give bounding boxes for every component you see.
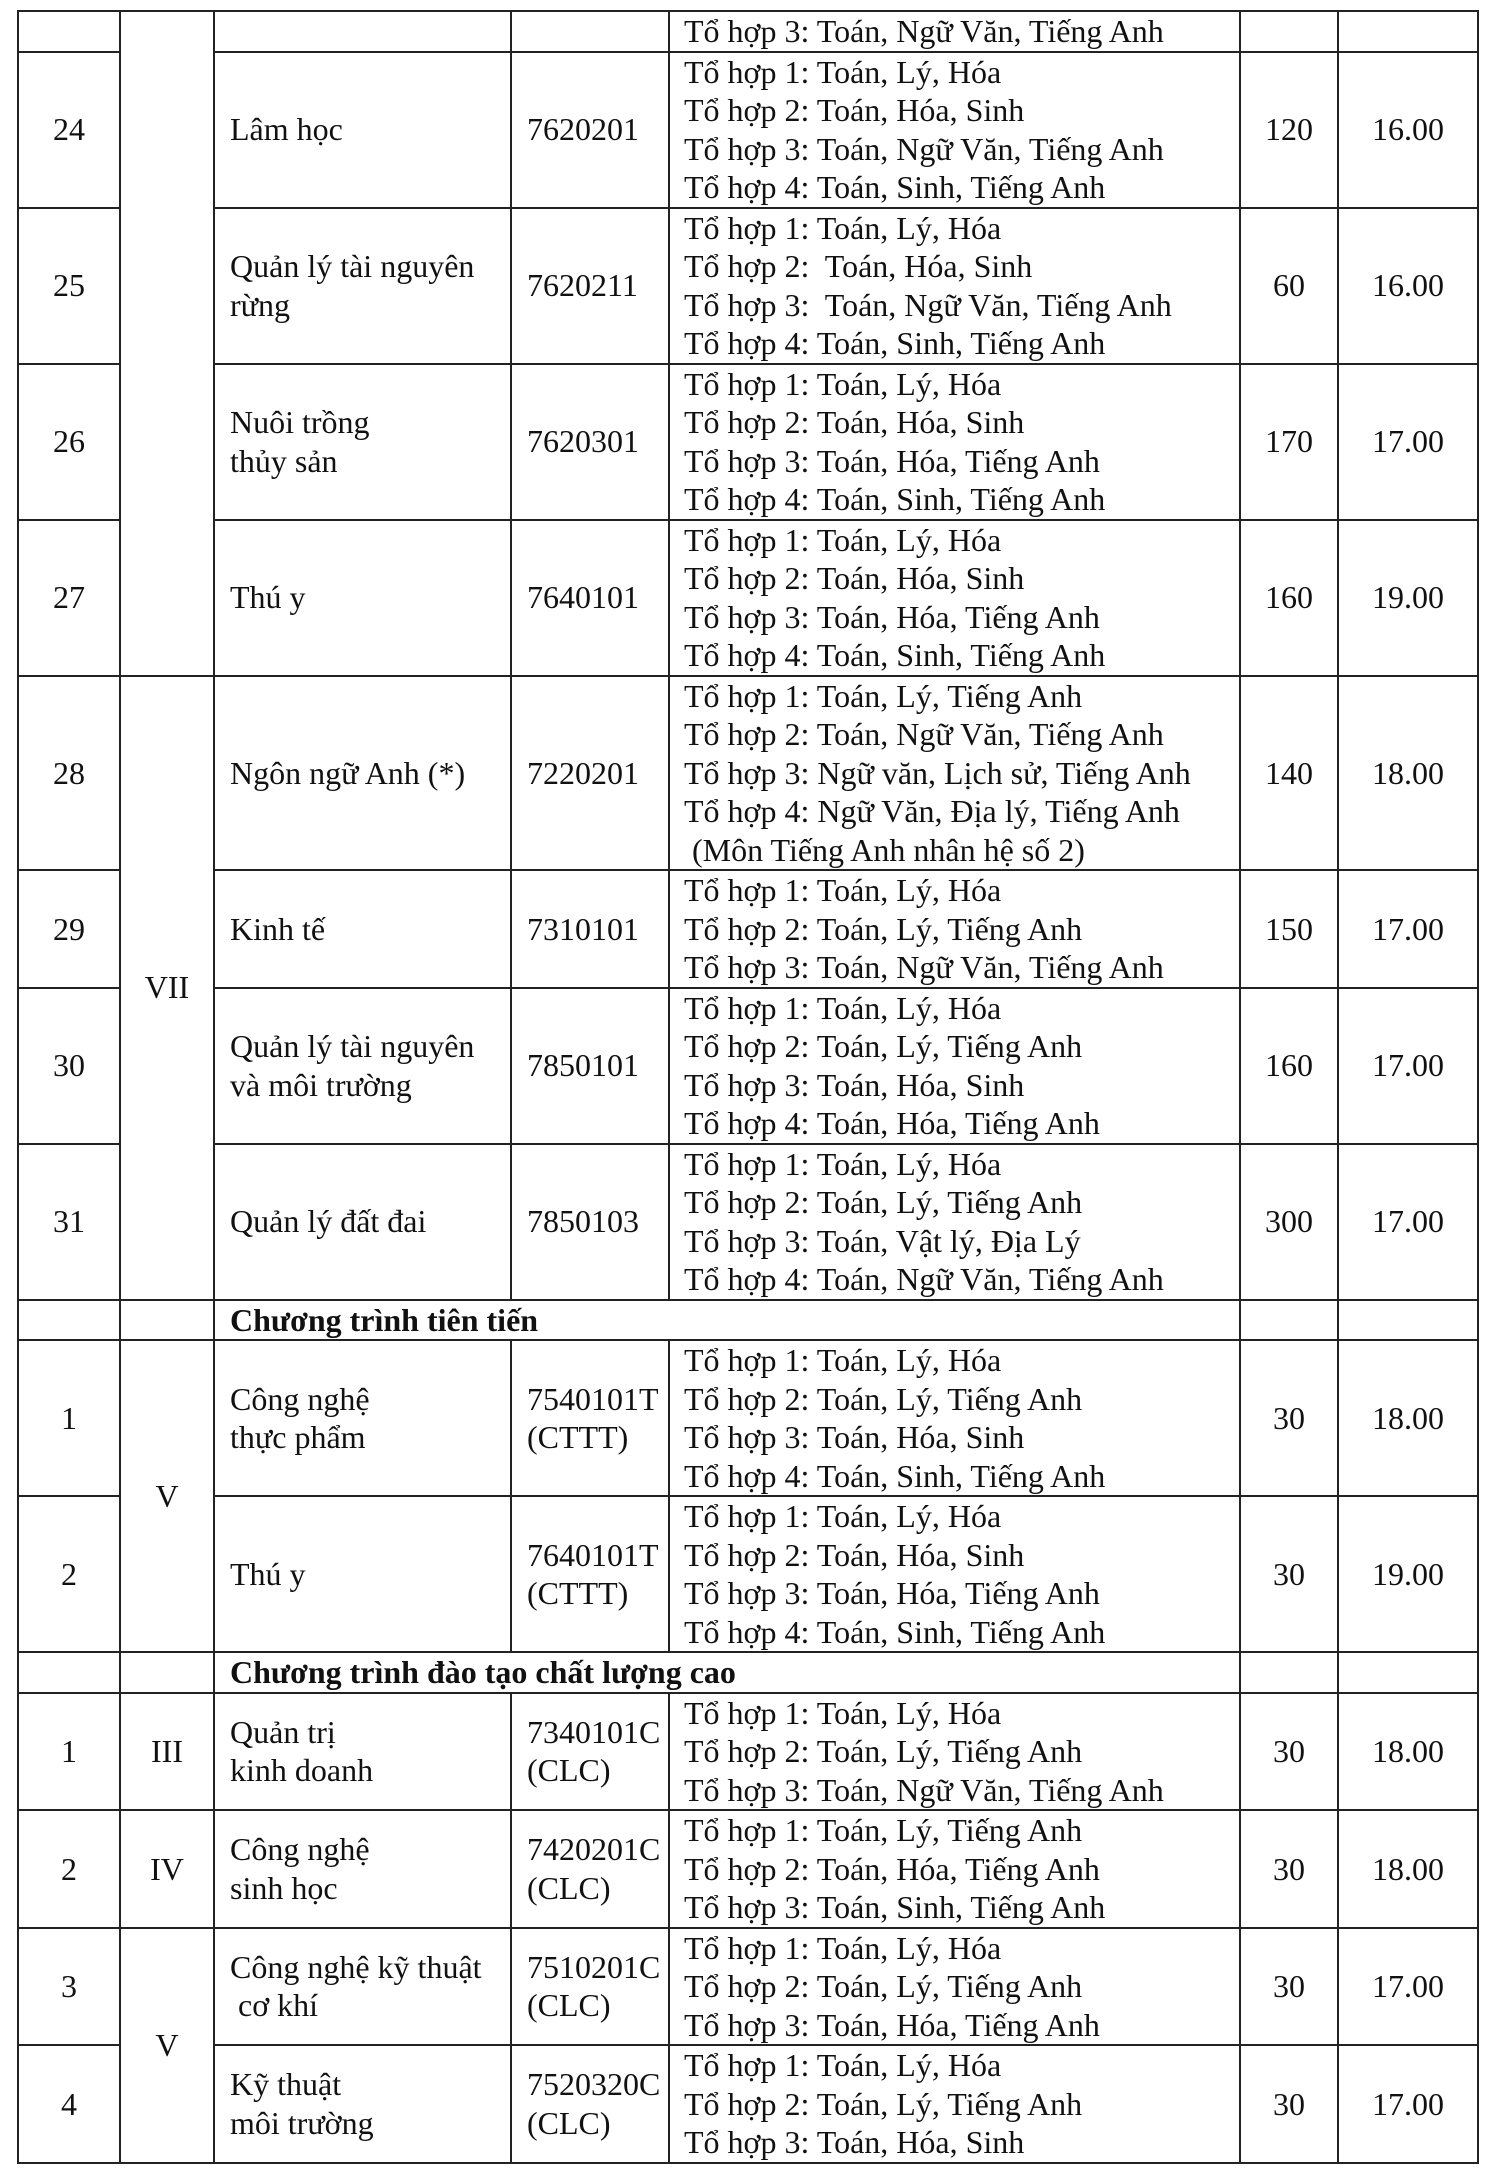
score-cell	[1338, 1652, 1478, 1693]
major-code-cell	[511, 52, 669, 208]
score-cell: 17.00	[1338, 870, 1478, 988]
group-cell: IV	[120, 1810, 214, 1928]
major-code-cell	[511, 988, 669, 1144]
stt-cell: 25	[18, 208, 120, 364]
combo-line: Tổ hợp 4: Toán, Sinh, Tiếng Anh	[684, 1457, 1106, 1494]
combo-line: Tổ hợp 1: Toán, Lý, Tiếng Anh	[684, 1812, 1083, 1848]
major-name-cell	[214, 988, 511, 1144]
score-cell: 19.00	[1338, 520, 1478, 676]
table-row	[18, 52, 1478, 208]
major-name-line: sinh học	[230, 1869, 338, 1906]
group-cell	[120, 1300, 214, 1341]
combo-line: Tổ hợp 3: Toán, Ngữ Văn, Tiếng Anh	[684, 1771, 1164, 1808]
combo-cell	[669, 676, 1240, 871]
score-cell: 17.00	[1338, 364, 1478, 520]
combo-line: Tổ hợp 3: Toán, Hóa, Tiếng Anh	[684, 1575, 1100, 1611]
quota-cell: 150	[1240, 870, 1338, 988]
quota-cell	[1240, 11, 1338, 52]
combo-line: Tổ hợp 1: Toán, Lý, Hóa	[684, 1498, 1002, 1534]
major-code-line: 7540101T	[527, 1380, 659, 1417]
group-cell	[120, 1652, 214, 1693]
major-code-cell	[511, 208, 669, 364]
major-code-cell	[511, 11, 669, 52]
major-name-cell	[214, 870, 511, 988]
quota-cell: 30	[1240, 1810, 1338, 1928]
major-code-line: (CLC)	[527, 1987, 611, 2024]
major-code-cell	[511, 1144, 669, 1300]
major-name-cell	[214, 11, 511, 52]
quota-cell: 140	[1240, 676, 1338, 871]
major-name-cell	[214, 1810, 511, 1928]
major-code-cell	[511, 1496, 669, 1652]
combo-line: Tổ hợp 1: Toán, Lý, Hóa	[684, 1694, 1002, 1731]
combo-line: Tổ hợp 1: Toán, Lý, Hóa	[684, 209, 1002, 246]
major-code-line: (CTTT)	[527, 1419, 629, 1455]
major-code-cell	[511, 870, 669, 988]
major-code-line: 7420201C	[527, 1831, 661, 1868]
stt-cell: 2	[18, 1496, 120, 1652]
major-name-line: Quản lý tài nguyên	[230, 248, 475, 284]
combo-line: Tổ hợp 2: Toán, Lý, Tiếng Anh	[684, 1380, 1083, 1417]
score-cell: 18.00	[1338, 676, 1478, 871]
combo-line: Tổ hợp 1: Toán, Lý, Hóa	[684, 365, 1002, 402]
combo-line: Tổ hợp 3: Toán, Hóa, Sinh	[684, 1066, 1025, 1103]
major-code-cell	[511, 1340, 669, 1496]
table-row	[18, 520, 1478, 676]
group-cell	[120, 11, 214, 676]
combo-cell	[669, 1496, 1240, 1652]
quota-cell	[1240, 1300, 1338, 1341]
score-cell: 17.00	[1338, 988, 1478, 1144]
major-name-line: Công nghệ	[230, 1380, 370, 1417]
score-cell	[1338, 1300, 1478, 1341]
major-code-line: 7340101C	[527, 1713, 661, 1750]
quota-cell	[1240, 1652, 1338, 1693]
table-row	[18, 1144, 1478, 1300]
combo-line: Tổ hợp 2: Toán, Hóa, Sinh	[684, 248, 1033, 284]
combo-line: Tổ hợp 4: Toán, Hóa, Tiếng Anh	[684, 1105, 1100, 1141]
table-row	[18, 1693, 1478, 1811]
section-header-row	[18, 1300, 1478, 1341]
combo-line: Tổ hợp 1: Toán, Lý, Hóa	[684, 1342, 1002, 1378]
quota-cell: 30	[1240, 1928, 1338, 2046]
major-name-cell	[214, 1496, 511, 1652]
quota-cell: 30	[1240, 1496, 1338, 1652]
table-row	[18, 870, 1478, 988]
major-code-line: 7620201	[527, 111, 639, 148]
major-name-line: Lâm học	[230, 111, 343, 148]
stt-cell	[18, 1300, 120, 1341]
combo-line: Tổ hợp 3: Toán, Vật lý, Địa Lý	[684, 1222, 1081, 1259]
combo-line: Tổ hợp 3: Toán, Hóa, Tiếng Anh	[684, 598, 1100, 635]
score-cell: 19.00	[1338, 1496, 1478, 1652]
stt-cell: 2	[18, 1810, 120, 1928]
major-name-line: Quản lý đất đai	[230, 1203, 427, 1240]
score-cell: 17.00	[1338, 1144, 1478, 1300]
major-name-cell	[214, 1144, 511, 1300]
quota-cell: 170	[1240, 364, 1338, 520]
score-cell: 17.00	[1338, 2045, 1478, 2163]
stt-cell: 3	[18, 1928, 120, 2046]
table-row	[18, 1810, 1478, 1928]
group-cell: V	[120, 1340, 214, 1652]
combo-line: Tổ hợp 1: Toán, Lý, Hóa	[684, 53, 1002, 90]
major-code-line: (CLC)	[527, 1869, 611, 1906]
combo-line: Tổ hợp 4: Toán, Sinh, Tiếng Anh	[684, 325, 1106, 361]
combo-line: Tổ hợp 1: Toán, Lý, Hóa	[684, 2047, 1002, 2083]
stt-cell: 29	[18, 870, 120, 988]
combo-line: Tổ hợp 1: Toán, Lý, Hóa	[684, 872, 1002, 908]
combo-line: Tổ hợp 4: Toán, Sinh, Tiếng Anh	[684, 481, 1106, 517]
score-cell: 16.00	[1338, 208, 1478, 364]
combo-line: Tổ hợp 3: Toán, Ngữ Văn, Tiếng Anh	[684, 13, 1164, 49]
stt-cell: 30	[18, 988, 120, 1144]
group-cell: V	[120, 1928, 214, 2163]
quota-cell: 120	[1240, 52, 1338, 208]
combo-line: Tổ hợp 1: Toán, Lý, Tiếng Anh	[684, 677, 1083, 714]
score-cell: 16.00	[1338, 52, 1478, 208]
combo-line: Tổ hợp 3: Toán, Ngữ Văn, Tiếng Anh	[684, 949, 1164, 985]
major-name-line: môi trường	[230, 2104, 374, 2141]
combo-line: Tổ hợp 2: Toán, Lý, Tiếng Anh	[684, 1733, 1083, 1769]
combo-cell	[669, 208, 1240, 364]
major-name-line: cơ khí	[230, 1987, 319, 2024]
quota-cell: 30	[1240, 1340, 1338, 1496]
major-name-line: Kỹ thuật	[230, 2066, 342, 2103]
major-code-cell	[511, 676, 669, 871]
stt-cell: 1	[18, 1693, 120, 1811]
combo-line: Tổ hợp 4: Ngữ Văn, Địa lý, Tiếng Anh	[684, 793, 1180, 829]
major-name-cell	[214, 2045, 511, 2163]
major-name-line: và môi trường	[230, 1066, 412, 1103]
combo-line: Tổ hợp 3: Ngữ văn, Lịch sử, Tiếng Anh	[684, 754, 1191, 791]
major-code-cell	[511, 520, 669, 676]
major-name-cell	[214, 52, 511, 208]
section-title-advanced: Chương trình tiên tiến	[214, 1300, 1240, 1341]
major-code-cell	[511, 1810, 669, 1928]
major-code-line: 7850101	[527, 1047, 639, 1084]
major-name-line: Quản trị	[230, 1713, 336, 1750]
table-row	[18, 2045, 1478, 2163]
group-cell: III	[120, 1693, 214, 1811]
combo-cell	[669, 1693, 1240, 1811]
combo-line: Tổ hợp 4: Toán, Sinh, Tiếng Anh	[684, 169, 1106, 205]
combo-cell	[669, 52, 1240, 208]
combo-cell	[669, 364, 1240, 520]
major-code-line: (CLC)	[527, 1752, 611, 1789]
quota-cell: 160	[1240, 520, 1338, 676]
combo-line: Tổ hợp 2: Toán, Hóa, Sinh	[684, 1536, 1025, 1573]
major-code-cell	[511, 2045, 669, 2163]
major-name-line: Nuôi trồng	[230, 404, 370, 440]
major-code-line: 7620301	[527, 423, 639, 460]
major-code-cell	[511, 364, 669, 520]
major-name-line: thực phẩm	[230, 1419, 366, 1455]
combo-line: Tổ hợp 3: Toán, Ngữ Văn, Tiếng Anh	[684, 286, 1172, 323]
table-row	[18, 208, 1478, 364]
combo-line: Tổ hợp 1: Toán, Lý, Hóa	[684, 521, 1002, 558]
combo-line: Tổ hợp 3: Toán, Hóa, Tiếng Anh	[684, 442, 1100, 479]
major-code-line: 7640101	[527, 579, 639, 616]
major-code-line: (CTTT)	[527, 1575, 629, 1611]
major-code-line: 7520320C	[527, 2066, 661, 2103]
stt-cell	[18, 1652, 120, 1693]
combo-line: Tổ hợp 2: Toán, Hóa, Sinh	[684, 92, 1025, 128]
combo-cell	[669, 1810, 1240, 1928]
combo-line: Tổ hợp 2: Toán, Hóa, Sinh	[684, 404, 1025, 440]
table-row	[18, 1496, 1478, 1652]
score-cell: 18.00	[1338, 1810, 1478, 1928]
stt-cell: 31	[18, 1144, 120, 1300]
major-name-cell	[214, 1693, 511, 1811]
table-row	[18, 1340, 1478, 1496]
major-name-line: Công nghệ kỹ thuật	[230, 1948, 482, 1985]
combo-line: Tổ hợp 2: Toán, Ngữ Văn, Tiếng Anh	[684, 716, 1164, 752]
group-cell: VII	[120, 676, 214, 1300]
major-name-line: Công nghệ	[230, 1831, 370, 1868]
major-name-line: Thú y	[230, 1555, 306, 1592]
section-header-row	[18, 1652, 1478, 1693]
combo-line: Tổ hợp 3: Toán, Hóa, Sinh	[684, 2124, 1025, 2160]
quota-cell: 160	[1240, 988, 1338, 1144]
combo-line: Tổ hợp 4: Toán, Sinh, Tiếng Anh	[684, 637, 1106, 673]
major-name-line: thủy sản	[230, 442, 338, 479]
combo-line: Tổ hợp 1: Toán, Lý, Hóa	[684, 1929, 1002, 1966]
combo-line: Tổ hợp 2: Toán, Lý, Tiếng Anh	[684, 2085, 1083, 2122]
major-code-line: 7620211	[527, 267, 638, 304]
major-code-line: 7220201	[527, 754, 639, 791]
combo-line: Tổ hợp 4: Toán, Sinh, Tiếng Anh	[684, 1613, 1106, 1650]
combo-note: (Môn Tiếng Anh nhân hệ số 2)	[684, 831, 1085, 868]
major-code-line: 7850103	[527, 1203, 639, 1240]
stt-cell: 26	[18, 364, 120, 520]
table-row	[18, 676, 1478, 871]
stt-cell: 1	[18, 1340, 120, 1496]
score-cell	[1338, 11, 1478, 52]
combo-line: Tổ hợp 2: Toán, Lý, Tiếng Anh	[684, 1184, 1083, 1220]
combo-line: Tổ hợp 2: Toán, Lý, Tiếng Anh	[684, 910, 1083, 947]
combo-line: Tổ hợp 1: Toán, Lý, Hóa	[684, 989, 1002, 1026]
combo-line: Tổ hợp 2: Toán, Lý, Tiếng Anh	[684, 1968, 1083, 2004]
combo-cell	[669, 1144, 1240, 1300]
table-row	[18, 988, 1478, 1144]
major-name-cell	[214, 520, 511, 676]
major-name-cell	[214, 1928, 511, 2046]
major-code-line: 7640101T	[527, 1536, 659, 1573]
major-name-line: Ngôn ngữ Anh (*)	[230, 754, 466, 791]
admission-table	[17, 10, 1479, 2164]
stt-cell	[18, 11, 120, 52]
quota-cell: 30	[1240, 1693, 1338, 1811]
combo-line: Tổ hợp 2: Toán, Lý, Tiếng Anh	[684, 1028, 1083, 1064]
major-code-cell	[511, 1693, 669, 1811]
combo-cell	[669, 870, 1240, 988]
score-cell: 18.00	[1338, 1693, 1478, 1811]
score-cell: 17.00	[1338, 1928, 1478, 2046]
combo-cell	[669, 1928, 1240, 2046]
combo-line: Tổ hợp 3: Toán, Ngữ Văn, Tiếng Anh	[684, 130, 1164, 167]
score-cell: 18.00	[1338, 1340, 1478, 1496]
quota-cell: 60	[1240, 208, 1338, 364]
combo-cell	[669, 2045, 1240, 2163]
major-name-line: Kinh tế	[230, 910, 326, 947]
major-code-cell	[511, 1928, 669, 2046]
combo-line: Tổ hợp 3: Toán, Hóa, Sinh	[684, 1419, 1025, 1455]
major-name-cell	[214, 676, 511, 871]
combo-line: Tổ hợp 3: Toán, Hóa, Tiếng Anh	[684, 2006, 1100, 2043]
combo-line: Tổ hợp 3: Toán, Sinh, Tiếng Anh	[684, 1889, 1106, 1925]
combo-cell	[669, 988, 1240, 1144]
major-code-line: 7310101	[527, 910, 639, 947]
quota-cell: 300	[1240, 1144, 1338, 1300]
major-name-line: Thú y	[230, 579, 306, 616]
major-name-cell	[214, 1340, 511, 1496]
combo-cell	[669, 520, 1240, 676]
stt-cell: 27	[18, 520, 120, 676]
section-title-high-quality: Chương trình đào tạo chất lượng cao	[214, 1652, 1240, 1693]
major-name-line: kinh doanh	[230, 1752, 374, 1789]
table-row	[18, 364, 1478, 520]
stt-cell: 4	[18, 2045, 120, 2163]
combo-cell	[669, 11, 1240, 52]
combo-cell	[669, 1340, 1240, 1496]
combo-line: Tổ hợp 2: Toán, Hóa, Tiếng Anh	[684, 1850, 1100, 1887]
quota-cell: 30	[1240, 2045, 1338, 2163]
combo-line: Tổ hợp 4: Toán, Ngữ Văn, Tiếng Anh	[684, 1261, 1164, 1297]
major-name-cell	[214, 208, 511, 364]
major-name-line: Quản lý tài nguyên	[230, 1028, 475, 1064]
table-row	[18, 1928, 1478, 2046]
major-code-line: (CLC)	[527, 2104, 611, 2141]
combo-line: Tổ hợp 2: Toán, Hóa, Sinh	[684, 560, 1025, 596]
major-code-line: 7510201C	[527, 1948, 661, 1985]
combo-line: Tổ hợp 1: Toán, Lý, Hóa	[684, 1145, 1002, 1182]
stt-cell: 28	[18, 676, 120, 871]
major-name-line: rừng	[230, 286, 290, 323]
major-name-cell	[214, 364, 511, 520]
stt-cell: 24	[18, 52, 120, 208]
table-row-continuation	[18, 11, 1478, 52]
